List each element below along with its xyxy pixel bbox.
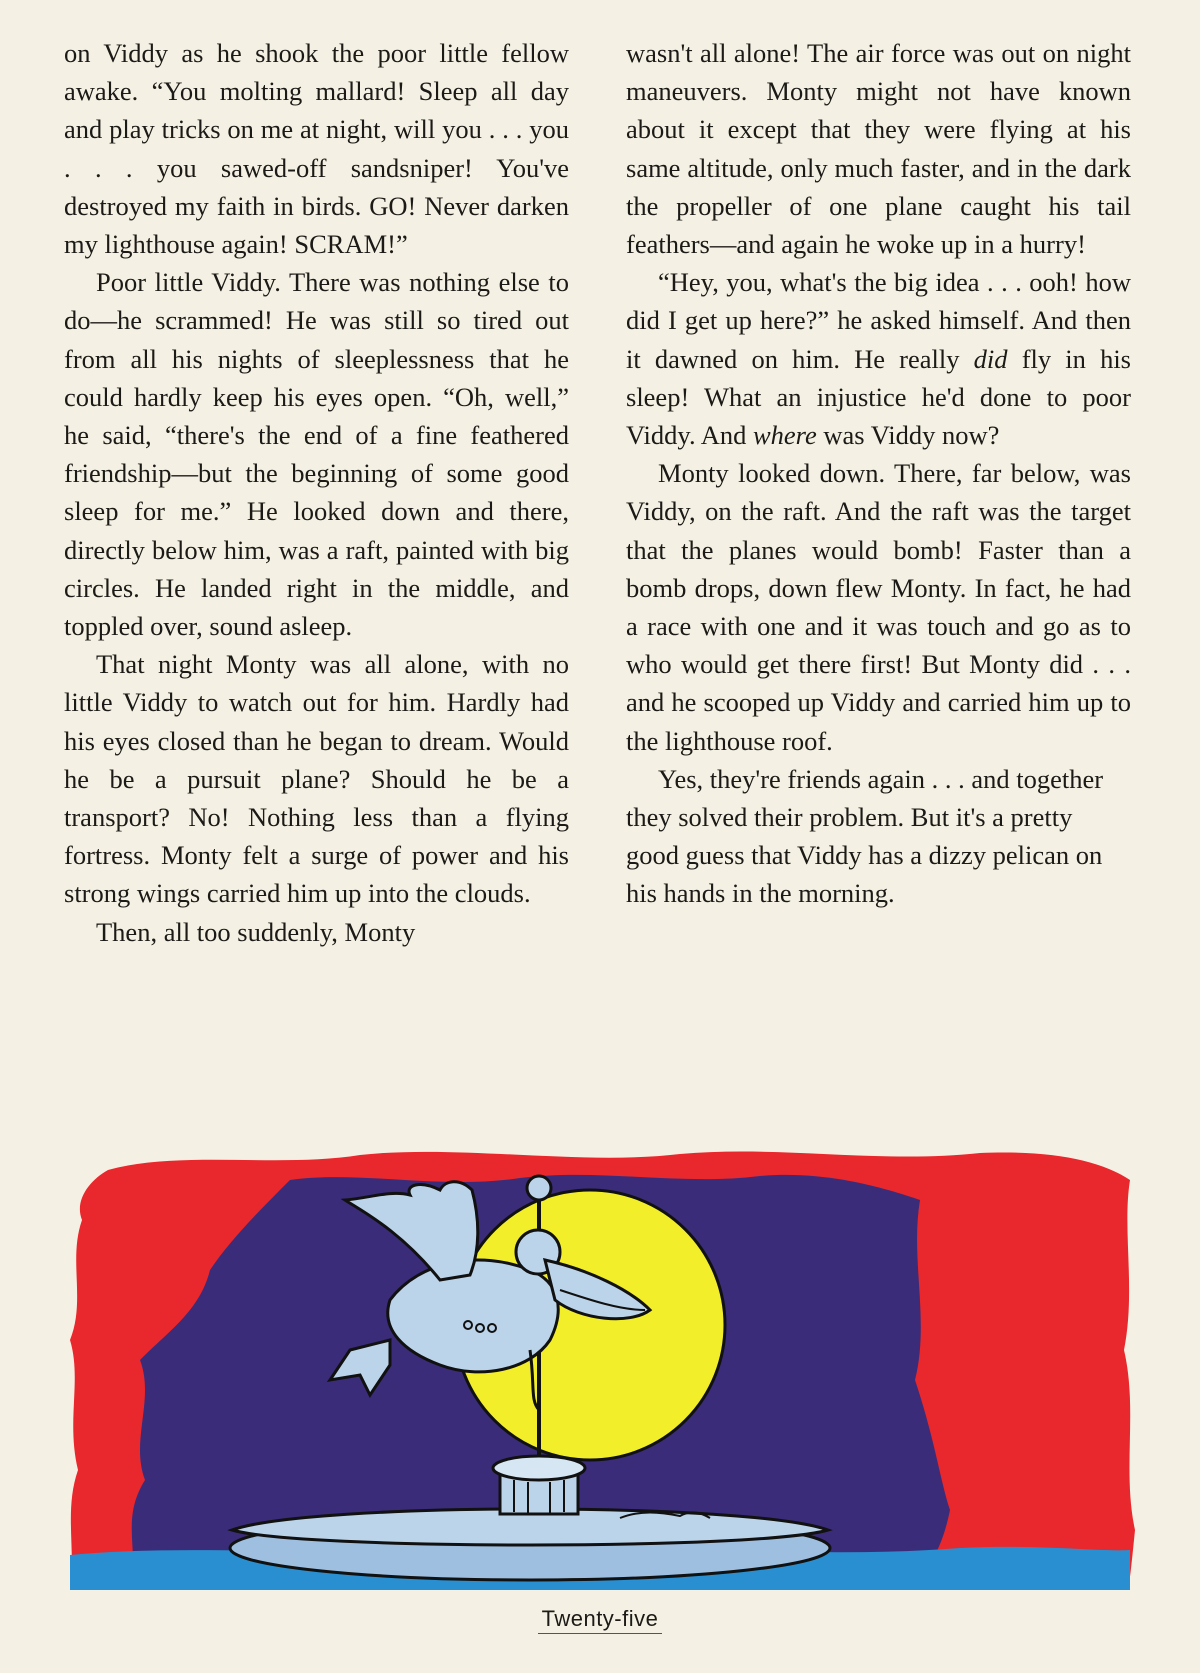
- paragraph: Poor little Viddy. There was nothing else to do—he scrammed! He was still so tired out from all his nights of sleeplessness that he could hardly keep his eyes open. “Oh, well,” he said, “there's the end of a fine feathered friendship—but the beginning of some good sleep for me.” He looked down and there, directly below him, was a raft, painted with big circles. He landed right in the middle, and toppled over, sound asleep.: [64, 267, 569, 642]
- page-number: [0, 1606, 1200, 1632]
- paragraph: Yes, they're friends again . . . and together they solved their problem. But it's a pretty good guess that Viddy has a dizzy pelican on his hands in the morning.: [626, 763, 1104, 909]
- paragraph: That night Monty was all alone, with no little Viddy to watch out for him. Hardly had his eyes closed than he began to dream. Would he be a pursuit plane? Should he be a transport? No! Nothing less than a flying fortress. Monty felt a surge of power and his strong wings carried him up into the clouds.: [64, 649, 569, 909]
- paragraph: wasn't all alone! The air force was out on night maneuvers. Monty might not have known about it except that they were flying at his same altitude, only much faster, and in the dark the propeller of one plane caught his tail feathers—and again he woke up in a hurry!: [626, 38, 1131, 260]
- page-number-text: Twenty-five: [538, 1606, 663, 1634]
- pedestal-top: [493, 1456, 585, 1480]
- pelican-weathervane-illustration: [60, 1150, 1160, 1605]
- paragraph: [626, 263, 1131, 454]
- paragraph: on Viddy as he shook the poor little fellow awake. “You molting mallard! Sleep all day and play tricks on me at night, will you . . . you . . . you sawed-off sandsniper! You've destroyed my faith in birds. GO! Never darken my lighthouse again! SCRAM!”: [64, 38, 569, 260]
- text-run: fly in his sleep! What an injustice he'd done to poor Viddy. And: [626, 343, 1131, 451]
- pole-ball: [527, 1176, 551, 1200]
- emphasis-where: where: [753, 420, 817, 451]
- paragraph: Then, all too suddenly, Monty: [96, 916, 416, 947]
- right-column: [626, 34, 1131, 913]
- text-run: was Viddy now?: [816, 420, 1000, 451]
- paragraph: Monty looked down. There, far below, was Viddy, on the raft. And the raft was the target that the planes would bomb! Faster than a bomb drops, down flew Monty. In fact, he had a race with one and it was touch and go as to who would get there first! But Monty did . . . and he scooped up Viddy and carried him up to the lighthouse roof.: [626, 458, 1131, 756]
- emphasis-did: did: [973, 343, 1008, 374]
- text-run: “Hey, you, what's the big idea . . . ooh! how did I get up here?” he asked himself. And then it dawned on him. He really: [626, 267, 1131, 374]
- left-column: [64, 34, 569, 951]
